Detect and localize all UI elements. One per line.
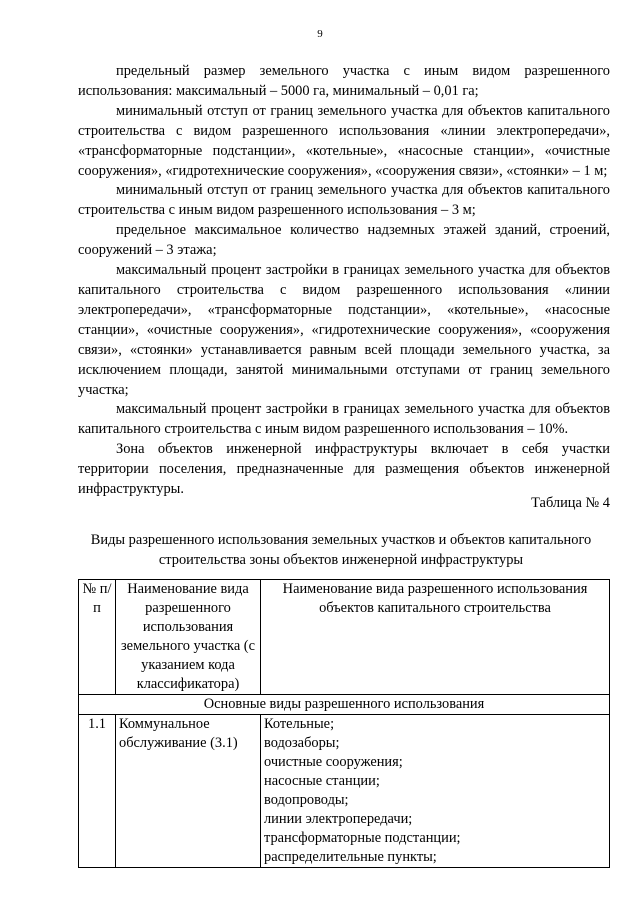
paragraph-max-coverage-other: максимальный процент застройки в границах земельного участка для объектов капитального строительства с иным видом разрешенного использования – 10%. [78,401,610,438]
body-text [78,62,610,500]
list-item: трансформаторные подстанции; [264,830,461,846]
section-label: Основные виды разрешенного использования [79,695,610,715]
header-objects: Наименование вида разрешенного использования объектов капитального строительства [261,580,610,695]
paragraph-min-setback-other: минимальный отступ от границ земельного участка для объектов капитального строительства с иным видом разрешенного использования – 3 м; [78,182,610,219]
paragraph-max-coverage-utility: максимальный процент застройки в границах земельного участка для объектов капитального строительства с видом разрешенного использования «линии электропередачи», «трансформаторные подстанции», «котельные», «насосные станции», «очистные сооружения», «гидротехнические сооружения», «сооружения связи», «стоянки» устанавливается равным всей площади земельного участка, за исключением площади, занятой минимальными отступами от границ земельного участка; [78,262,610,398]
header-num: № п/п [79,580,116,695]
table-row [79,715,610,868]
paragraph-min-setback-utility: минимальный отступ от границ земельного участка для объектов капитального строительства с видом разрешенного использования «линии электропередачи», «трансформаторные подстанции», «котельные», «насосные станции», «очистные сооружения», «гидротехнические сооружения», «сооружения связи», «стоянки» – 1 м; [78,102,610,179]
table-title: Виды разрешенного использования земельных участков и объектов капитального строительства зоны объектов инженерной инфраструктуры [90,532,592,568]
row-num: 1.1 [79,715,116,868]
header-land-use: Наименование вида разрешенного использования земельного участка (с указанием кода классификатора) [116,580,261,695]
list-item: очистные сооружения; [264,754,403,770]
table-caption: Таблица № 4 [531,495,610,511]
list-item: Котельные; [264,716,335,732]
paragraph-max-plot-size: предельный размер земельного участка с иным видом разрешенного использования: максимальный – 5000 га, минимальный – 0,01 га; [78,63,610,99]
list-item: водопроводы; [264,792,349,808]
row-objects [261,715,610,868]
paragraph-zone-description: Зона объектов инженерной инфраструктуры включает в себя участки территории поселения, предназначенные для размещения объектов инженерной инфраструктуры. [78,441,610,498]
objects-list [264,715,606,867]
list-item: насосные станции; [264,773,380,789]
land-use-table [78,579,610,868]
table-section-row [79,695,610,715]
row-land-use: Коммунальное обслуживание (3.1) [116,715,261,868]
paragraph-max-floors: предельное максимальное количество надземных этажей зданий, строений, сооружений – 3 этажа; [78,222,610,259]
list-item: водозаборы; [264,735,340,751]
page-number: 9 [317,28,323,40]
list-item: распределительные пункты; [264,849,437,865]
table-header-row [79,580,610,695]
list-item: линии электропередачи; [264,811,413,827]
